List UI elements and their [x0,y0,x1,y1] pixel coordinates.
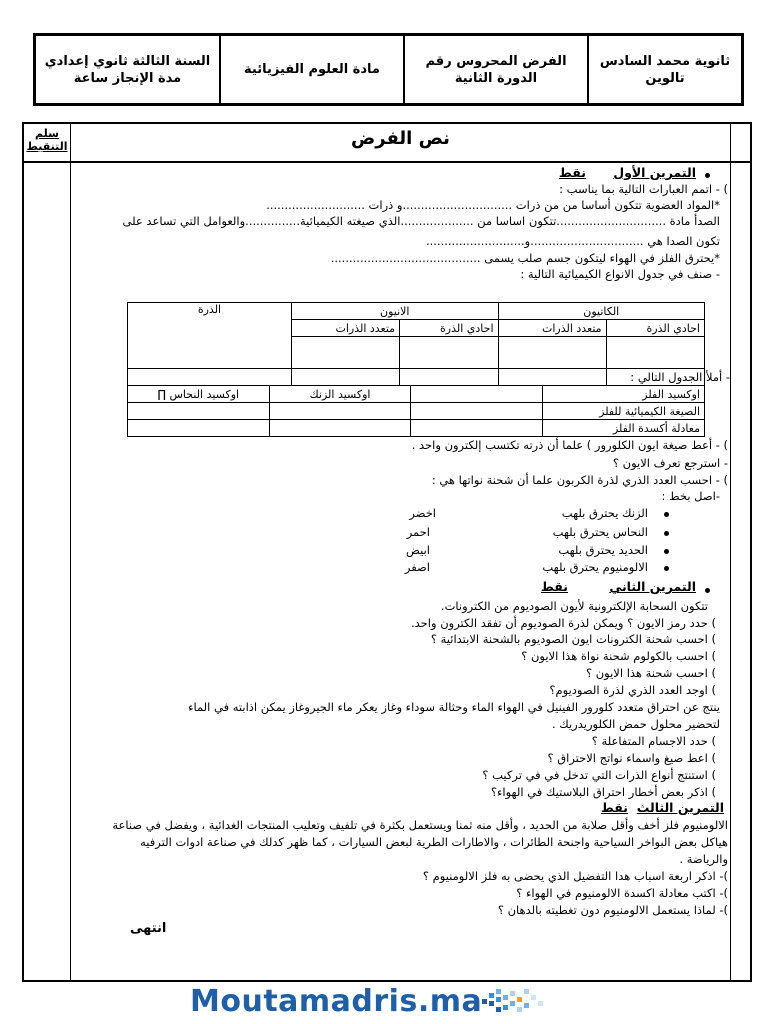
ex3-q2: )- اكتب معادلة اكسدة الالومنيوم في الهواء ؟ [516,886,728,900]
ex1-q1-intro: ) - اتمم العبارات التالية بما يناسب : [559,182,728,196]
match-right-3: ابيض [406,543,430,557]
anion-poly: متعدد الذرات [292,320,400,337]
cell-empty[interactable] [606,337,704,369]
cation-mono: احادي الذرة [606,320,704,337]
ex2-line-7: ينتج عن احتراق متعدد كلورور الفينيل في الهواء الماء وحثالة سوداء وغاز يعكر ماء الجيروغاز يمكن اذابته في الماء [188,700,720,714]
ex3-para-1: الالومنيوم فلز أخف وأقل صلابة من الحديد ، وأقل منه ثمنا ويستعمل بكثرة في تلفيف وتعليب المنتجات الغدائية ، ويفضل في صناعة [112,818,728,832]
exam-line-2: الدورة الثانية [454,70,538,86]
oxide-table [127,385,705,437]
cell-empty[interactable] [292,337,400,369]
ex1-line-3: تكون الصدا هي ...............................و........................... [425,234,720,248]
ex2-heading: التمرين الثاني [609,579,696,594]
anion-header: الانيون [292,303,499,320]
title-row-divider [22,161,752,163]
end-text: انتهى [130,921,167,936]
ex1-line-5: - صنف في جدول الانواع الكيميائية التالية : [520,267,720,281]
bullet-icon [705,588,710,593]
ex3-points: نقط [600,800,628,815]
level-line-2: مدة الإنجاز ساعة [73,70,182,86]
scale-label [24,127,70,153]
ex3-para-2: هياكل بعض البواخر السياحية واجنحة الطائرات ، والاطارات الطرية لبعض السيارات ، كما ظهر كدلك في صناعة ادوات الترفيه [140,835,728,849]
ex3-para-3: والرياضة . [679,852,728,866]
bullet-icon [664,566,669,571]
ex2-line-9: ) حدد الاجسام المتفاعلة ؟ [591,734,716,748]
ex1-line-8: - استرجع تعرف الايون ؟ [612,456,728,470]
cell-empty[interactable] [411,403,543,420]
ex2-line-12: ) اذكر بعض أخطار احتراق البلاستيك في الهواء؟ [490,785,716,799]
scale-label-1: سلم [35,127,59,140]
exam-line-1: الفرض المحروس رقم [425,53,567,69]
cation-header: الكاتيون [498,303,704,320]
cell-empty[interactable] [292,369,400,386]
cell-empty[interactable] [400,369,498,386]
atom-header: الذرة [128,303,292,369]
subject-cell [219,36,403,103]
ex2-line-2: ) حدد رمز الايون ؟ ويمكن لذرة الصوديوم أن تفقد الكترون واحد. [410,616,716,630]
bullet-icon [705,173,710,178]
col-copper-oxide: اوكسيد النحاس ∏ [128,386,270,403]
cation-poly: متعدد الذرات [498,320,606,337]
exam-title: نص الفرض [351,128,450,149]
match-left-1: الزنك يحترق بلهب [561,506,648,520]
cell-empty[interactable] [498,369,606,386]
bullet-icon [664,512,669,517]
cell-empty[interactable] [128,369,292,386]
level-line-1: السنة الثالثة ثانوي إعدادي [44,53,211,69]
cell-empty[interactable] [128,420,270,437]
cell-empty[interactable] [400,337,498,369]
ex1-line-10: -اصل بخط : [661,489,720,503]
ex3-q3: )- لماذا يستعمل الالومنيوم دون تغطيته بالدهان ؟ [497,903,728,917]
school-cell [587,36,741,103]
school-line-2: تالوين [645,70,685,86]
bullet-icon [664,549,669,554]
row-header-formula: الصيغة الكيميائية للفلز [542,403,704,420]
col-zinc-oxide: اوكسيد الزنك [269,386,411,403]
ex3-heading: التمرين الثالث [636,800,724,815]
ex2-line-6: ) اوجد العدد الذري لذرة الصوديوم؟ [549,683,716,697]
ex2-line-5: ) احسب شحنة هذا الايون ؟ [585,666,716,680]
ex1-line-9: ) - احسب العدد الذري لذرة الكربون علما أن شحنة نواتها هي : [431,473,728,487]
subject-text: مادة العلوم الفيزيائية [244,62,380,77]
school-line-1: ثانوية محمد السادس [599,53,731,69]
row-header-oxide: اوكسيد الفلز [542,386,704,403]
ex2-line-4: ) احسب بالكولوم شحنة نواة هذا الايون ؟ [521,649,716,663]
ex2-line-8: لتحضير محلول حمض الكلوريدريك . [551,717,720,731]
row-header-equation: معادلة أكسدة الفلز [542,420,704,437]
ex1-line-6: - أملأ الجدول التالي : [630,370,730,384]
scale-label-2: التنقيط [26,140,68,153]
cell-empty[interactable] [411,420,543,437]
right-margin-line [730,124,731,980]
cell-empty[interactable] [269,403,411,420]
ex2-line-1: تتكون السحابة الإلكترونية لأيون الصوديوم من الكترونات. [440,599,708,613]
match-right-1: اخضر [409,506,436,520]
ex2-line-10: ) اعط صيغ واسماء نواتج الاحتراق ؟ [547,751,716,765]
match-left-4: الالومنيوم يحترق بلهب [542,560,648,574]
match-right-4: اصفر [404,560,430,574]
site-logo[interactable]: Moutamadris.ma [190,984,483,1019]
header-table [33,33,744,106]
cell-empty[interactable] [128,403,270,420]
match-left-2: النحاس يحترق بلهب [552,525,648,539]
match-left-3: الحديد يحترق بلهب [558,543,648,557]
ex3-q1: )- اذكر اربعة اسباب هدا التفضيل الذي يحضى به فلز الالومنيوم ؟ [422,869,728,883]
match-right-2: احمر [406,525,430,539]
ex1-line-2: الصدأ مادة ..............................تتكون اساسا من ....................الذي صيغته الكيميائية...............والعوامل التي تساعد على [122,214,720,228]
pixel-logo-icon [478,985,548,1021]
scale-column-divider [70,122,71,982]
ex1-line-7: ) - أعط صيغة ايون الكلورور ) علما أن ذرته تكتسب إلكترون واحد . [411,438,728,452]
cell-empty[interactable] [411,386,543,403]
ex1-line-4: *يحترق الفلز في الهواء ليتكون جسم صلب يسمى ......................................... [330,251,720,265]
ex1-points: نقط [558,165,586,180]
anion-mono: احادي الذرة [400,320,498,337]
cell-empty[interactable] [269,420,411,437]
ex2-points: نقط [540,579,568,594]
ex2-line-3: ) احسب شحنة الكترونات ايون الصوديوم بالشحنة الابتدائية ؟ [430,632,716,646]
classification-table [127,302,705,386]
ex1-heading: التمرين الأول [613,165,696,180]
ex1-line-1: *المواد العضوية تتكون أساسا من من ذرات ..............................و ذرات ........................... [266,198,720,212]
bullet-icon [664,531,669,536]
level-cell [36,36,219,103]
ex2-line-11: ) استنتج أنواع الذرات التي تدخل في في تركيب ؟ [482,768,716,782]
exam-cell [403,36,587,103]
cell-empty[interactable] [498,337,606,369]
